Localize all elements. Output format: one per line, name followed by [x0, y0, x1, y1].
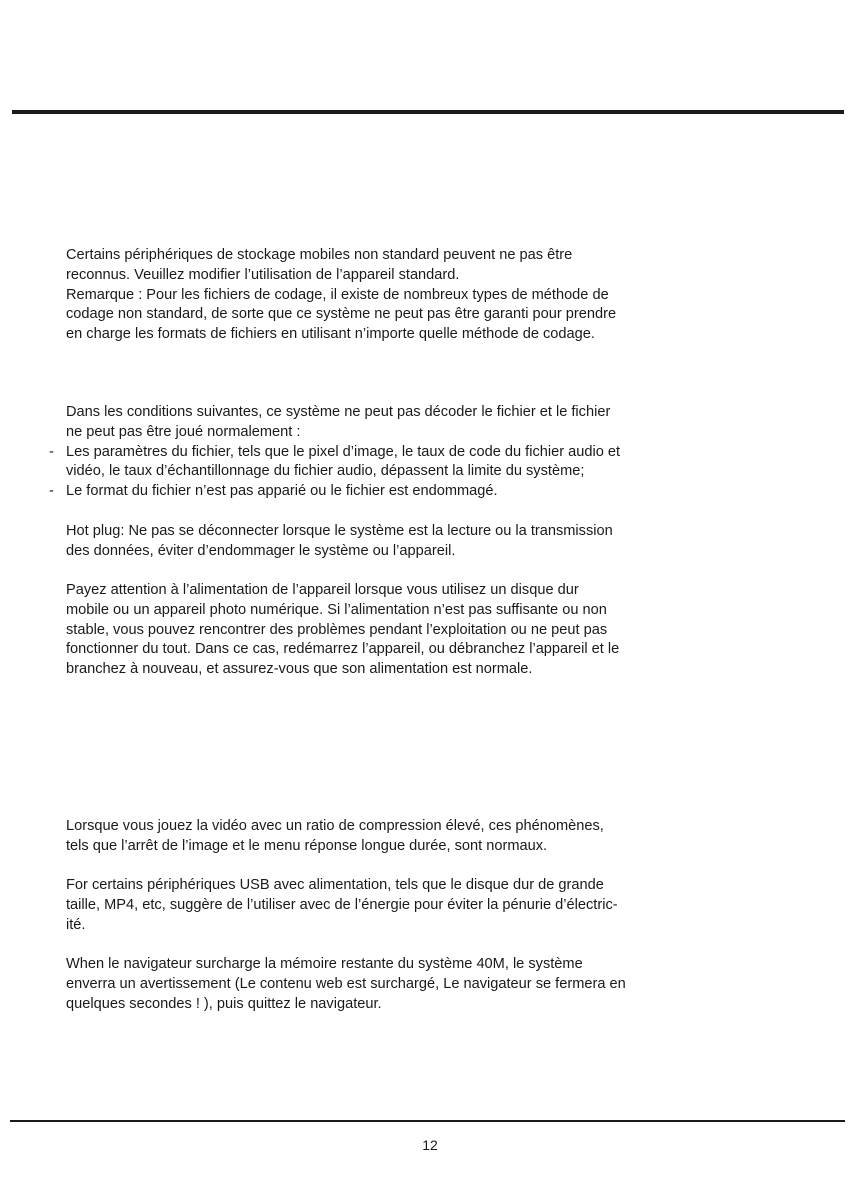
text-line: Lorsque vous jouez la vidéo avec un ratio de compression élevé, ces phénomènes,: [66, 818, 604, 834]
bullet-text: Les paramètres du fichier, tels que le pixel d’image, le taux de code du fichier audio et: [66, 443, 621, 460]
bullet-dash: -: [49, 483, 54, 500]
text-line: Payez attention à l’alimentation de l’appareil lorsque vous utilisez un disque dur: [66, 582, 579, 598]
text-line: Dans les conditions suivantes, ce système ne peut pas décoder le fichier et le fichier: [66, 404, 611, 420]
text-line: codage non standard, de sorte que ce système ne peut pas être garanti pour prendre: [66, 306, 617, 323]
paragraph-compression-ratio: [66, 817, 676, 857]
text-line: Hot plug: Ne pas se déconnecter lorsque le système est la lecture ou la transmission: [66, 523, 613, 539]
text-line: tels que l’arrêt de l’image et le menu réponse longue durée, sont normaux.: [66, 837, 548, 854]
paragraph-power-supply: [66, 581, 676, 680]
text-line: enverra un avertissement (Le contenu web est surchargé, Le navigateur se fermera en: [66, 975, 626, 992]
paragraph-storage-devices: [66, 246, 676, 345]
text-line: stable, vous pouvez rencontrer des problèmes pendant l’exploitation ou ne peut pas: [66, 621, 608, 638]
bullet-item: [49, 482, 676, 502]
text-line: For certains périphériques USB avec alimentation, tels que le disque dur de grande: [66, 877, 604, 893]
text-line: taille, MP4, etc, suggère de l’utiliser avec de l’énergie pour éviter la pénurie d’électric-: [66, 896, 618, 913]
text-line: [49, 482, 676, 502]
text-line: Certains périphériques de stockage mobiles non standard peuvent ne pas être: [66, 247, 573, 263]
page-number: 12: [422, 1137, 438, 1153]
text-line: When le navigateur surcharge la mémoire restante du système 40M, le système: [66, 956, 583, 972]
paragraph-usb-power: [66, 876, 676, 935]
footer-rule: [10, 1120, 845, 1122]
text-line: quelques secondes ! ), puis quittez le navigateur.: [66, 995, 382, 1012]
paragraph-decoding-conditions: [49, 403, 676, 502]
text-line: reconnus. Veuillez modifier l’utilisation de l’appareil standard.: [66, 266, 460, 283]
text-line: ne peut pas être joué normalement :: [66, 423, 301, 440]
bullet-item: [49, 443, 676, 483]
text-line: ité.: [66, 916, 86, 933]
text-line: [49, 443, 676, 463]
text-line: branchez à nouveau, et assurez-vous que son alimentation est normale.: [66, 661, 533, 678]
paragraph-browser-memory: [66, 955, 676, 1014]
bullet-text: Le format du fichier n’est pas apparié ou le fichier est endommagé.: [66, 483, 498, 500]
header-rule: [12, 110, 844, 114]
paragraph-hot-plug: [66, 522, 676, 562]
text-line: des données, éviter d’endommager le système ou l’appareil.: [66, 542, 456, 559]
text-line: Remarque : Pour les fichiers de codage, il existe de nombreux types de méthode de: [66, 286, 609, 303]
text-line: en charge les formats de fichiers en utilisant n’importe quelle méthode de codage.: [66, 326, 595, 343]
text-line: fonctionner du tout. Dans ce cas, redémarrez l’appareil, ou débranchez l’appareil et le: [66, 641, 620, 658]
bullet-dash: -: [49, 443, 54, 460]
text-line: mobile ou un appareil photo numérique. Si l’alimentation n’est pas suffisante ou non: [66, 601, 607, 618]
text-line: vidéo, le taux d’échantillonnage du fichier audio, dépassent la limite du système;: [66, 463, 585, 480]
